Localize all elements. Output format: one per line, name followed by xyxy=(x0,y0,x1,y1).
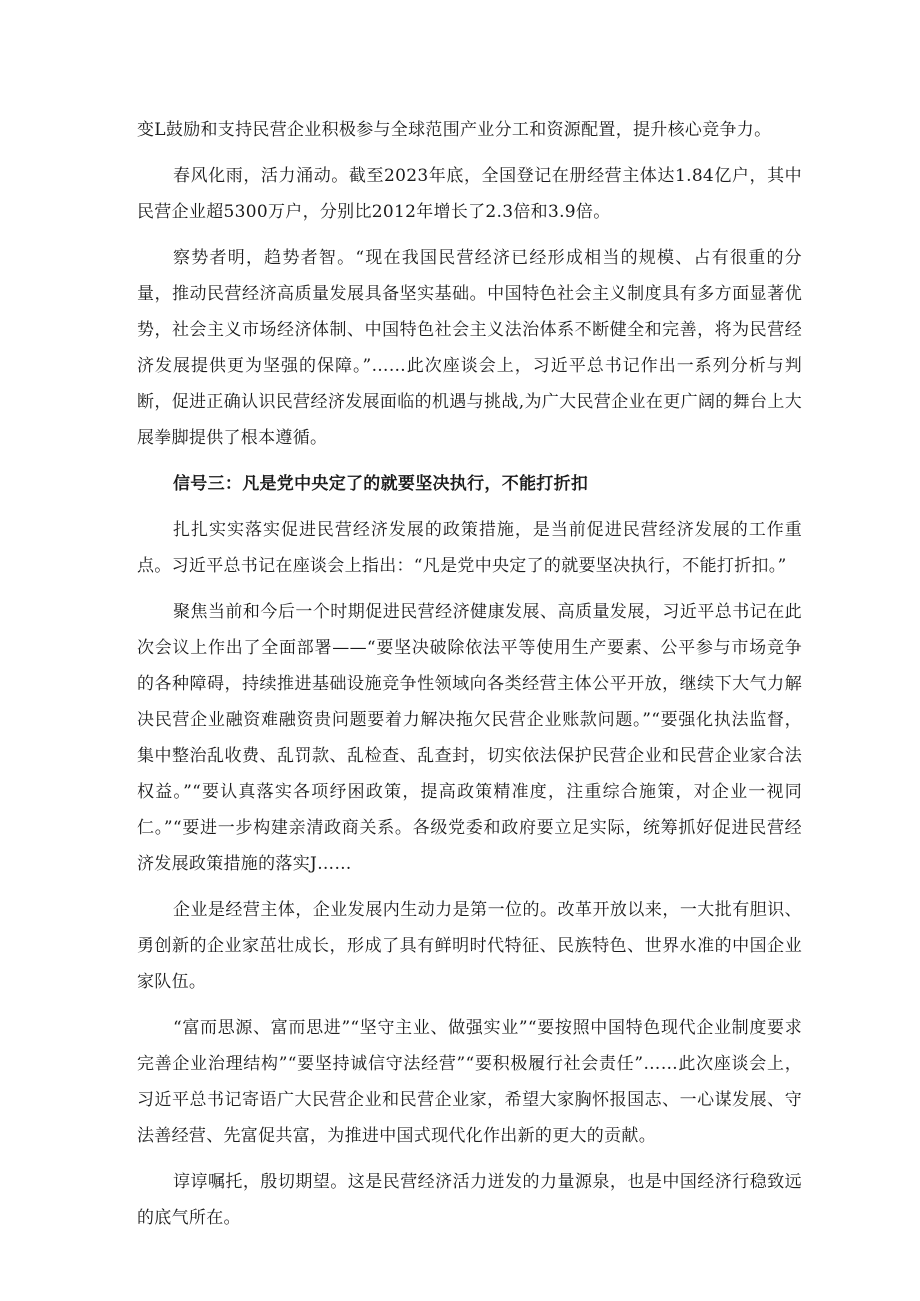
section-heading: 信号三：凡是党中央定了的就要坚决执行，不能打折扣 xyxy=(173,474,589,494)
paragraph-2: 察势者明，趋势者智。“现在我国民营经济已经形成相当的规模、占有很重的分量，推动民营经济高质量发展具备坚实基础。中国特色社会主义制度具有多方面显著优势，社会主义市场经济体制、中国特色社会主义法治体系不断健全和完善，将为民营经济发展提供更为坚强的保障。”……此次座谈会上，习近平总书记作出一系列分析与判断，促进正确认识民营经济发展面临的机遇与挑战,为广大民营企业在更广阔的舞台上大展拳脚提供了根本遵循。 xyxy=(137,248,802,448)
paragraph-5: 企业是经营主体，企业发展内生动力是第一位的。改革开放以来，一大批有胆识、勇创新的企业家茁壮成长，形成了具有鲜明时代特征、民族特色、世界水准的中国企业家队伍。 xyxy=(137,900,802,992)
paragraph-7: 谆谆嘱托，殷切期望。这是民营经济活力迸发的力量源泉，也是中国经济行稳致远的底气所在。 xyxy=(137,1172,802,1228)
paragraph-4: 聚焦当前和今后一个时期促进民营经济健康发展、高质量发展，习近平总书记在此次会议上作出了全面部署——“要坚决破除依法平等使用生产要素、公平参与市场竞争的各种障碍，持续推进基础设施竞争性领域向各类经营主体公平开放，继续下大气力解决民营企业融资难融资贵问题要着力解决拖欠民营企业账款问题。”“要强化执法监督，集中整治乱收费、乱罚款、乱检查、乱查封，切实依法保护民营企业和民营企业家合法权益。”“要认真落实各项纾困政策，提高政策精准度，注重综合施策，对企业一视同仁。”“要进一步构建亲清政商关系。各级党委和政府要立足实际，统筹抓好促进民营经济发展政策措施的落实J…… xyxy=(137,602,802,874)
paragraph-3: 扎扎实实落实促进民营经济发展的政策措施，是当前促进民营经济发展的工作重点。习近平总书记在座谈会上指出：“凡是党中央定了的就要坚决执行，不能打折扣。” xyxy=(137,520,802,576)
paragraph-6: “富而思源、富而思进”“坚守主业、做强实业”“要按照中国特色现代企业制度要求完善企业治理结构”“要坚持诚信守法经营”“要积极履行社会责任”……此次座谈会上，习近平总书记寄语广大民营企业和民营企业家，希望大家胸怀报国志、一心谋发展、守法善经营、先富促共富，为推进中国式现代化作出新的更大的贡献。 xyxy=(137,1018,802,1146)
paragraph-0: 变L鼓励和支持民营企业积极参与全球范围产业分工和资源配置，提升核心竞争力。 xyxy=(137,120,772,140)
paragraph-1: 春风化雨，活力涌动。截至2023年底，全国登记在册经营主体达1.84亿户，其中民营企业超5300万户，分别比2012年增长了2.3倍和3.9倍。 xyxy=(137,166,802,222)
